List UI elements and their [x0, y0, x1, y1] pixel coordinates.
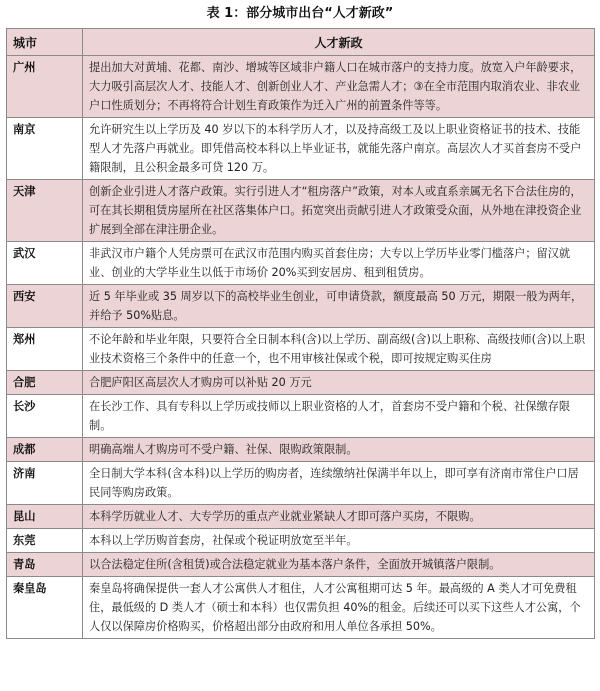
- city-cell: 郑州: [7, 328, 83, 371]
- table-row: [7, 118, 595, 180]
- city-cell: 合肥: [7, 371, 83, 395]
- policy-cell: 合肥庐阳区高层次人才购房可以补贴 20 万元: [83, 371, 595, 395]
- policy-cell: 以合法稳定住所(含租赁)或合法稳定就业为基本落户条件，全面放开城镇落户限制。: [83, 553, 595, 577]
- city-cell: 天津: [7, 180, 83, 242]
- table-row: [7, 505, 595, 529]
- policy-cell: 允许研究生以上学历及 40 岁以下的本科学历人才，以及持高级工及以上职业资格证书的技术、技能型人才先落户再就业。即凭借高校本科以上毕业证书，就能先落户南京。高层次人才买首套房不受户籍限制，且公积金最多可贷 120 万。: [83, 118, 595, 180]
- city-cell: 西安: [7, 285, 83, 328]
- city-cell: 东莞: [7, 529, 83, 553]
- column-header-city: 城市: [7, 29, 83, 56]
- city-policy-table: [6, 28, 595, 639]
- policy-cell: 不论年龄和毕业年限，只要符合全日制本科(含)以上学历、副高级(含)以上职称、高级技师(含)以上职业技术资格三个条件中的任意一个，也不用审核社保或个税，即可按规定购买住房: [83, 328, 595, 371]
- city-cell: 成都: [7, 438, 83, 462]
- table-row: [7, 328, 595, 371]
- table-row: [7, 285, 595, 328]
- policy-cell: 全日制大学本科(含本科)以上学历的购房者，连续缴纳社保满半年以上，即可享有济南市常住户口居民同等购房政策。: [83, 462, 595, 505]
- policy-cell: 本科学历就业人才、大专学历的重点产业就业紧缺人才即可落户买房，不限购。: [83, 505, 595, 529]
- table-row: [7, 529, 595, 553]
- table-row: [7, 553, 595, 577]
- table-row: [7, 56, 595, 118]
- policy-cell: 提出加大对黄埔、花都、南沙、增城等区域非户籍人口在城市落户的支持力度。放宽入户年龄要求，大力吸引高层次人才、技能人才、创新创业人才、产业急需人才；③在全市范围内取消农业、非农业户口性质划分；不再将符合计划生育政策作为迁入广州的前置条件等等。: [83, 56, 595, 118]
- policy-cell: 本科以上学历购首套房，社保或个税证明放宽至半年。: [83, 529, 595, 553]
- policy-cell: 创新企业引进人才落户政策。实行引进人才“租房落户”政策，对本人或直系亲属无名下合法住房的，可在其长期租赁房屋所在社区落集体户口。拓宽突出贡献引进人才政策受众面，从外地在津投资企业扩展到全部在津注册企业。: [83, 180, 595, 242]
- city-cell: 武汉: [7, 242, 83, 285]
- column-header-policy: 人才新政: [83, 29, 595, 56]
- policy-cell: 在长沙工作、具有专科以上学历或技师以上职业资格的人才，首套房不受户籍和个税、社保缴存限制。: [83, 395, 595, 438]
- table-row: [7, 462, 595, 505]
- city-cell: 南京: [7, 118, 83, 180]
- policy-cell: 非武汉市户籍个人凭房票可在武汉市范围内购买首套住房；大专以上学历毕业零门槛落户；留汉就业、创业的大学毕业生以低于市场价 20%买到安居房、租到租赁房。: [83, 242, 595, 285]
- policy-cell: 明确高端人才购房可不受户籍、社保、限购政策限制。: [83, 438, 595, 462]
- table-header-row: [7, 29, 595, 56]
- table-row: [7, 242, 595, 285]
- city-cell: 广州: [7, 56, 83, 118]
- table-body: [7, 56, 595, 639]
- city-cell: 长沙: [7, 395, 83, 438]
- city-cell: 昆山: [7, 505, 83, 529]
- table-row: [7, 371, 595, 395]
- city-cell: 青岛: [7, 553, 83, 577]
- table-row: [7, 438, 595, 462]
- city-cell: 秦皇岛: [7, 577, 83, 639]
- table-row: [7, 180, 595, 242]
- city-cell: 济南: [7, 462, 83, 505]
- table-title: 表 1：部分城市出台“人才新政”: [206, 6, 394, 21]
- policy-cell: 近 5 年毕业或 35 周岁以下的高校毕业生创业，可申请贷款，额度最高 50 万元，期限一般为两年，并给予 50%贴息。: [83, 285, 595, 328]
- table-row: [7, 577, 595, 639]
- policy-cell: 秦皇岛将确保提供一套人才公寓供人才租住，人才公寓租期可达 5 年。最高级的 A 类人才可免费租住，最低级的 D 类人才（硕士和本科）也仅需负担 40%的租金。后续还可以买下这些人才公寓，个人仅以保障房价格购买，价格超出部分由政府和用人单位各承担 50%。: [83, 577, 595, 639]
- table-row: [7, 395, 595, 438]
